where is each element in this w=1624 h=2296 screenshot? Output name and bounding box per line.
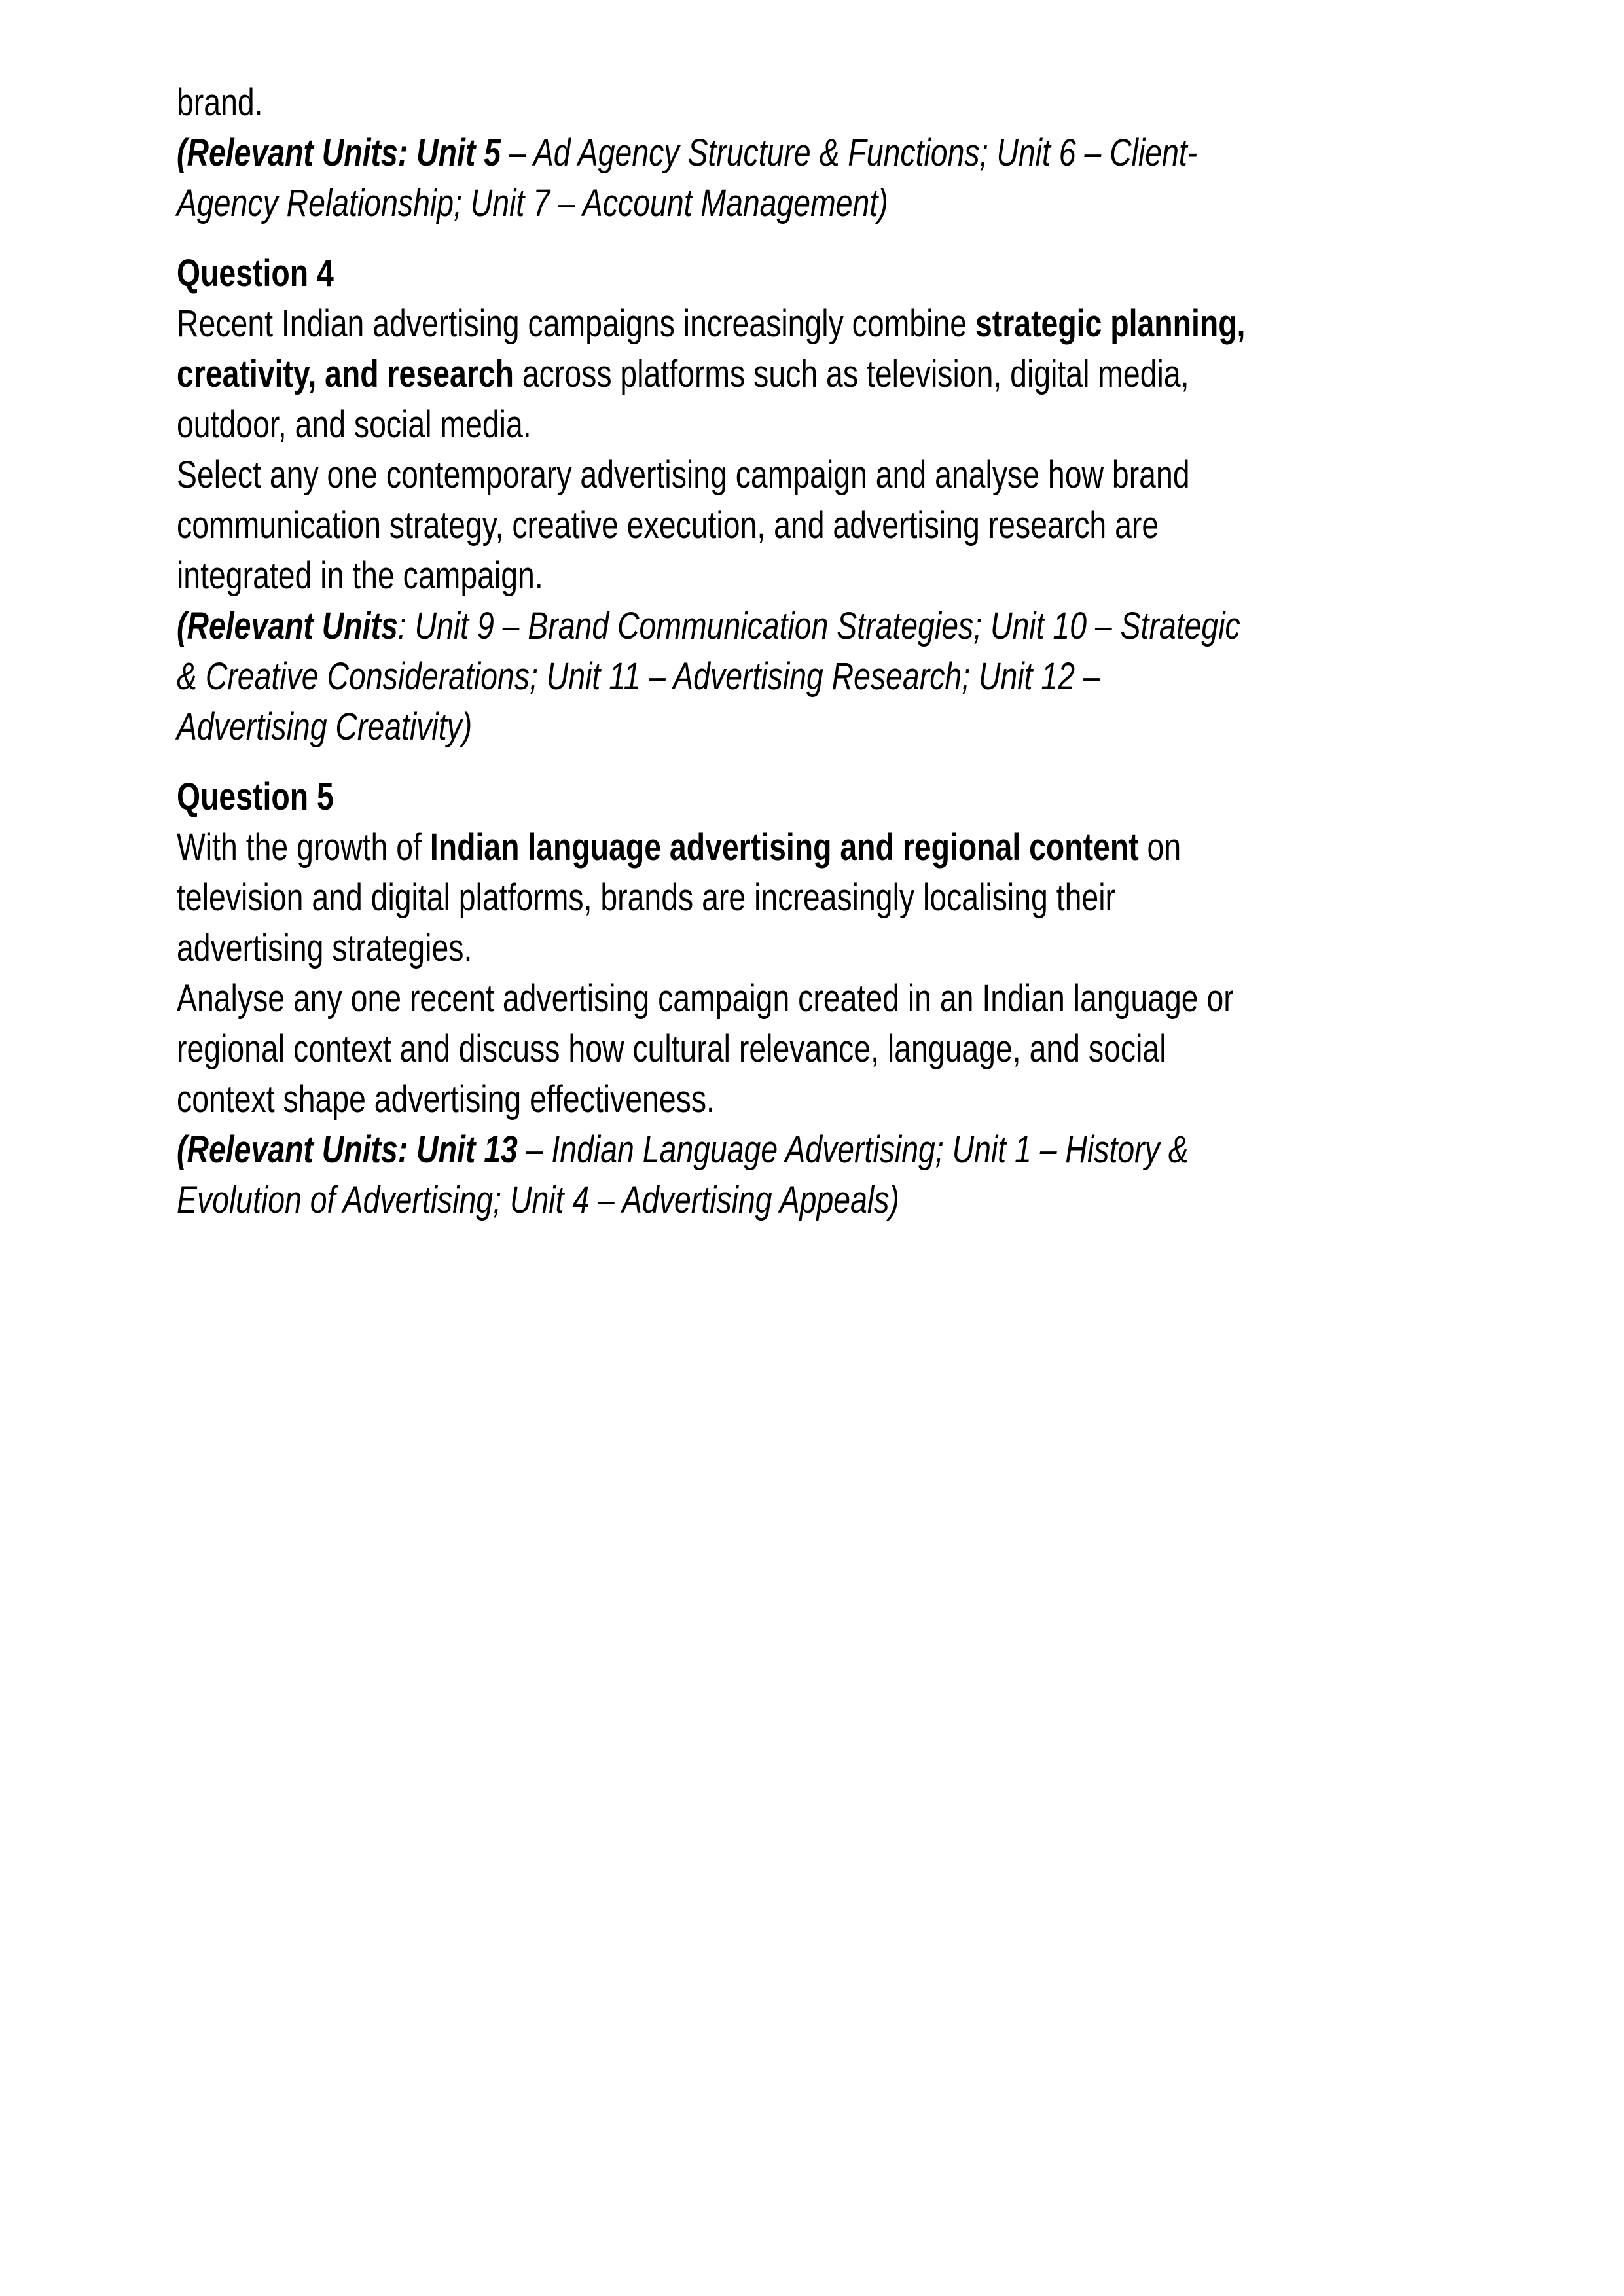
text-line [177,399,1434,450]
text-run: Analyse any one recent advertising campaign created in an Indian language or [177,977,1234,1020]
text-run: regional context and discuss how cultural relevance, language, and social [177,1028,1166,1070]
text-run: (Relevant Units [177,605,398,647]
text-line [177,1175,1434,1225]
text-line [177,178,1434,228]
text-run: television and digital platforms, brands are increasingly localising their [177,876,1115,919]
text-line [177,248,1434,298]
text-line [177,500,1434,550]
text-run: – Indian Language Advertising; Unit 1 – History & [526,1128,1189,1171]
text-run: Question 5 [177,776,334,818]
text-line [177,822,1434,872]
text-run: across platforms such as television, digital media, [513,353,1189,395]
question-4-intro-paragraph [177,298,1434,450]
text-run: strategic planning, [975,302,1246,345]
paragraph-brand-continuation [177,77,1434,128]
text-run: integrated in the campaign. [177,554,543,597]
text-line [177,973,1434,1024]
text-line [177,872,1434,923]
text-run: Question 4 [177,252,334,295]
relevant-units-note-3 [177,1124,1434,1225]
question-4-heading [177,248,1434,298]
text-line [177,349,1434,399]
text-run: Agency Relationship; Unit 7 – Account Management) [177,182,888,224]
question-5-intro-paragraph [177,822,1434,973]
text-run: (Relevant Units: Unit 13 [177,1128,526,1171]
text-run: (Relevant Units: Unit 5 [177,132,509,174]
text-line [177,128,1434,178]
text-line [177,550,1434,601]
text-line [177,772,1434,822]
text-run: With the growth of [177,826,430,869]
text-run: brand. [177,81,263,124]
text-run: advertising strategies. [177,927,473,969]
text-line [177,450,1434,500]
relevant-units-note-1 [177,128,1434,228]
text-run: Advertising Creativity) [177,706,473,748]
text-run: : Unit 9 – Brand Communication Strategies; Unit 10 – Strategic [397,605,1240,647]
text-line [177,1024,1434,1074]
text-run: outdoor, and social media. [177,403,532,446]
text-run: Recent Indian advertising campaigns increasingly combine [177,302,975,345]
text-line [177,77,1434,128]
text-run: Select any one contemporary advertising campaign and analyse how brand [177,454,1190,496]
question-5-heading [177,772,1434,822]
text-run: communication strategy, creative execution, and advertising research are [177,504,1159,547]
text-line [177,1124,1434,1175]
text-line [177,298,1434,349]
text-run: Indian language advertising and regional content [429,826,1139,869]
question-5-task-paragraph [177,973,1434,1124]
text-line [177,923,1434,973]
text-run: on [1138,826,1182,869]
text-line [177,651,1434,702]
relevant-units-note-2 [177,601,1434,752]
question-4-task-paragraph [177,450,1434,601]
document-content [177,77,1434,1225]
text-run: Evolution of Advertising; Unit 4 – Advertising Appeals) [177,1179,899,1221]
text-run: & Creative Considerations; Unit 11 – Advertising Research; Unit 12 – [177,655,1100,698]
text-line [177,702,1434,752]
text-run: creativity, and research [177,353,514,395]
text-run: – Ad Agency Structure & Functions; Unit 6 – Client- [509,132,1198,174]
text-run: context shape advertising effectiveness. [177,1078,715,1121]
text-line [177,1074,1434,1124]
text-line [177,601,1434,651]
